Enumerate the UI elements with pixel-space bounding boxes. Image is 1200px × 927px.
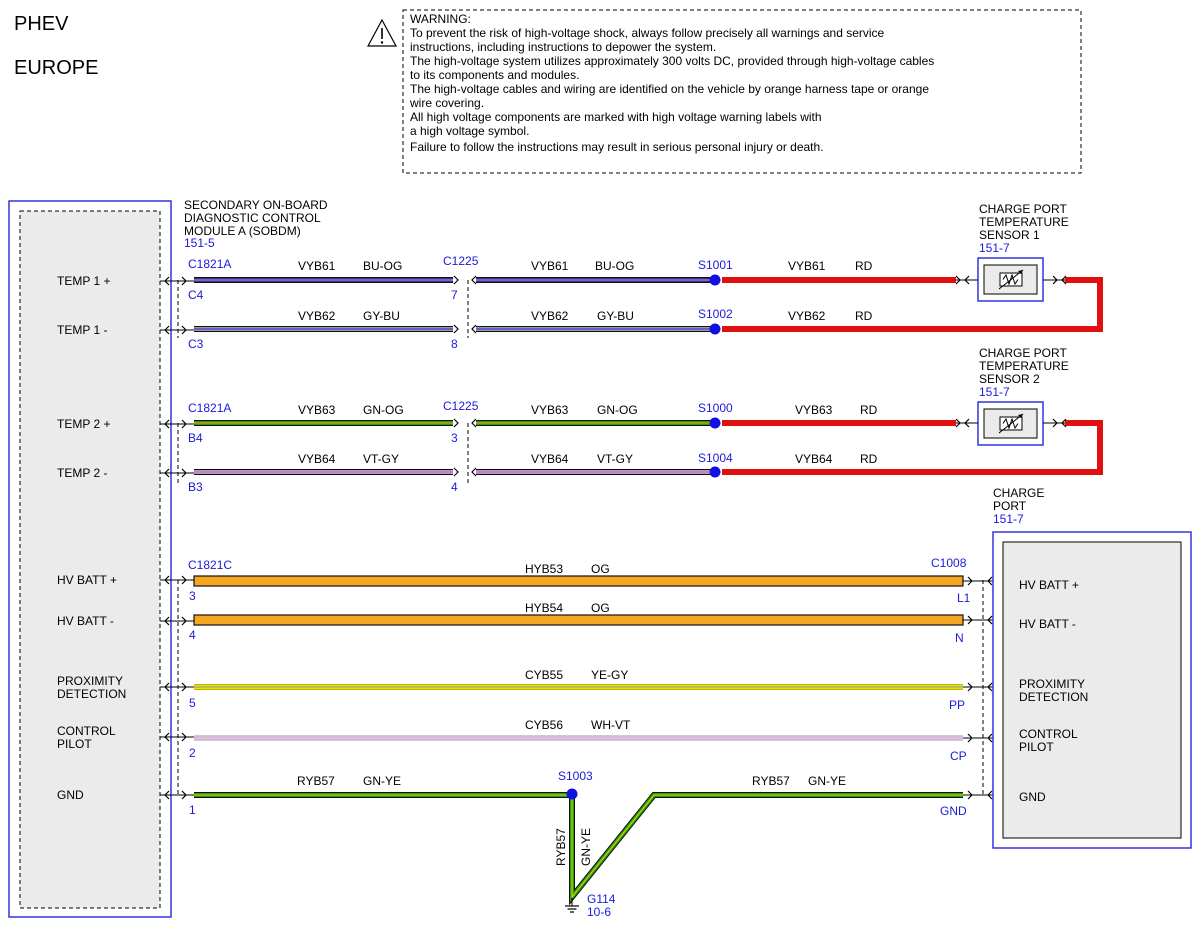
chevron-left-icon	[472, 276, 476, 284]
charge-port-pin-label: GND	[1019, 790, 1046, 804]
chevron-right-icon	[454, 419, 458, 427]
wire-color-label: BU-OG	[595, 259, 635, 273]
thermistor-icon	[999, 414, 1023, 433]
wire-color-label: RD	[855, 309, 873, 323]
module-pin-label: TEMP 2 +	[57, 417, 111, 431]
module-pin-label: HV BATT -	[57, 614, 114, 628]
pin-label: 1	[189, 803, 196, 817]
wire-color-label: OG	[591, 601, 610, 615]
charge-port-ref: 151-7	[993, 512, 1024, 526]
pin-label: 8	[451, 337, 458, 351]
wire-circuit-label: VYB64	[298, 452, 336, 466]
charge-port-pin-label: PILOT	[1019, 740, 1054, 754]
connector-c1821a: C1821A	[188, 257, 232, 271]
pin-label: C3	[188, 337, 204, 351]
module-title-line: SECONDARY ON-BOARD	[184, 198, 328, 212]
wire-circuit-label: VYB62	[298, 309, 336, 323]
chevron-right-icon	[454, 276, 458, 284]
module-pin-label: DETECTION	[57, 687, 127, 701]
wire-circuit-label: RYB57	[554, 828, 568, 866]
wire-color-label: BU-OG	[363, 259, 403, 273]
pin-label: 7	[451, 288, 458, 302]
module-pin-label: CONTROL	[57, 724, 116, 738]
sensor1-title: TEMPERATURE	[979, 215, 1069, 229]
charge-port-pin-label: HV BATT -	[1019, 617, 1076, 631]
module-pin-label: GND	[57, 788, 84, 802]
wire-color-label: GY-BU	[597, 309, 634, 323]
pin-label: 3	[189, 589, 196, 603]
sensor2-title: TEMPERATURE	[979, 359, 1069, 373]
splice-s1001	[710, 275, 721, 286]
pin-label: B4	[188, 431, 203, 445]
splice-label: S1004	[698, 451, 733, 465]
pin-label: 4	[189, 628, 196, 642]
wire-color-label: GN-OG	[597, 403, 638, 417]
wire-color-label: WH-VT	[591, 718, 631, 732]
connector-c1225: C1225	[443, 254, 479, 268]
pin-label: B3	[188, 480, 203, 494]
ground-name: G114	[587, 892, 616, 906]
wire-color-label: RD	[860, 403, 878, 417]
chevron-left-icon	[472, 325, 476, 333]
wire-circuit-label: CYB56	[525, 718, 564, 732]
wire-color-label: OG	[591, 562, 610, 576]
wire-circuit-label: HYB54	[525, 601, 564, 615]
sensor2-ref: 151-7	[979, 385, 1010, 399]
warning-triangle-icon	[368, 20, 396, 46]
splice-s1004	[710, 467, 721, 478]
charge-port-title: CHARGE	[993, 486, 1045, 500]
sensor1-title: SENSOR 1	[979, 228, 1040, 242]
wire-color-label: YE-GY	[591, 668, 629, 682]
header-phev: PHEV	[14, 13, 69, 35]
splice-s1000	[710, 418, 721, 429]
module-ref: 151-5	[184, 236, 215, 250]
sobdm-module-body	[20, 211, 160, 908]
wire-color-label: GN-YE	[363, 774, 402, 788]
module-title-line: MODULE A (SOBDM)	[184, 224, 301, 238]
ground-ref: 10-6	[587, 905, 612, 919]
wire-color-label: GN-YE	[579, 827, 593, 866]
wire-circuit-label: VYB63	[795, 403, 833, 417]
splice-s1002	[710, 324, 721, 335]
warning-line: To prevent the risk of high-voltage shock, always follow precisely all warnings and service	[410, 26, 885, 40]
sensor1-title: CHARGE PORT	[979, 202, 1067, 216]
splice-label: S1002	[698, 307, 733, 321]
module-title-line: DIAGNOSTIC CONTROL	[184, 211, 321, 225]
wire-circuit-label: CYB55	[525, 668, 564, 682]
wire-circuit-label: VYB64	[795, 452, 833, 466]
wire-color-label: RD	[855, 259, 873, 273]
pin-label: L1	[957, 591, 971, 605]
wire-circuit-label: VYB61	[298, 259, 336, 273]
wire-circuit-label: HYB53	[525, 562, 564, 576]
pin-label: CP	[950, 749, 967, 763]
pin-label: 2	[189, 746, 196, 760]
warning-line: WARNING:	[410, 12, 471, 26]
thermistor-icon	[999, 270, 1023, 289]
connector-c1821a: C1821A	[188, 401, 232, 415]
charge-port-pin-label: DETECTION	[1019, 690, 1089, 704]
connector-c1225: C1225	[443, 399, 479, 413]
warning-line: Failure to follow the instructions may result in serious personal injury or death.	[410, 140, 824, 154]
charge-port-pin-label: PROXIMITY	[1019, 677, 1086, 691]
warning-line: a high voltage symbol.	[410, 124, 530, 138]
chevron-right-icon	[454, 468, 458, 476]
chevron-left-icon	[472, 419, 476, 427]
wire-color-label: GN-YE	[808, 774, 847, 788]
pin-label: 4	[451, 480, 458, 494]
wire-color-label: GY-BU	[363, 309, 400, 323]
splice-label: S1000	[698, 401, 733, 415]
warning-line: All high voltage components are marked with high voltage warning labels with	[410, 110, 822, 124]
module-pin-label: TEMP 1 -	[57, 323, 108, 337]
splice-label: S1001	[698, 258, 733, 272]
connector-c1821c: C1821C	[188, 558, 233, 572]
warning-line: The high-voltage system utilizes approximately 300 volts DC, provided through high-voltage cables	[410, 54, 935, 68]
module-pin-label: HV BATT +	[57, 573, 117, 587]
wire-circuit-label: VYB61	[531, 259, 569, 273]
pin-label: 5	[189, 696, 196, 710]
wire-circuit-label: VYB63	[531, 403, 569, 417]
warning-line: to its components and modules.	[410, 68, 580, 82]
charge-port-title: PORT	[993, 499, 1027, 513]
warning-text	[409, 12, 934, 154]
warning-line: wire covering.	[410, 96, 485, 110]
pin-label: 3	[451, 431, 458, 445]
chevron-left-icon	[472, 468, 476, 476]
sensor2-component	[978, 402, 1043, 445]
splice-label: S1003	[558, 769, 593, 783]
wire-hyb53	[194, 576, 963, 586]
wire-circuit-label: RYB57	[297, 774, 335, 788]
connector-c1008: C1008	[931, 556, 967, 570]
ground-symbol-icon	[565, 898, 579, 912]
wire-circuit-label: VYB62	[788, 309, 826, 323]
charge-port-pin-label: CONTROL	[1019, 727, 1078, 741]
wire-circuit-label: VYB62	[531, 309, 569, 323]
wire-circuit-label: VYB63	[298, 403, 336, 417]
wire-circuit-label: VYB64	[531, 452, 569, 466]
module-pin-label: PILOT	[57, 737, 92, 751]
splice-s1003	[567, 789, 578, 800]
wire-color-label: VT-GY	[363, 452, 400, 466]
pin-label: C4	[188, 288, 204, 302]
sensor2-title: CHARGE PORT	[979, 346, 1067, 360]
module-pin-label: TEMP 1 +	[57, 274, 111, 288]
wire-color-label: GN-OG	[363, 403, 404, 417]
pin-label: GND	[940, 804, 967, 818]
wire-hyb54	[194, 615, 963, 625]
wire-color-label: VT-GY	[597, 452, 634, 466]
wire-color-label: RD	[860, 452, 878, 466]
sensor1-component	[978, 258, 1043, 301]
sensor1-ref: 151-7	[979, 241, 1010, 255]
chevron-right-icon	[454, 325, 458, 333]
wire-circuit-label: RYB57	[752, 774, 790, 788]
pin-label: PP	[949, 698, 966, 712]
module-pin-label: PROXIMITY	[57, 674, 124, 688]
module-pin-label: TEMP 2 -	[57, 466, 108, 480]
charge-port-pin-label: HV BATT +	[1019, 578, 1079, 592]
warning-line: instructions, including instructions to depower the system.	[410, 40, 717, 54]
warning-line: The high-voltage cables and wiring are identified on the vehicle by orange harness tape or orange	[410, 82, 929, 96]
header-europe: EUROPE	[14, 57, 99, 79]
pin-label: N	[955, 631, 964, 645]
wire-circuit-label: VYB61	[788, 259, 826, 273]
sensor2-title: SENSOR 2	[979, 372, 1040, 386]
